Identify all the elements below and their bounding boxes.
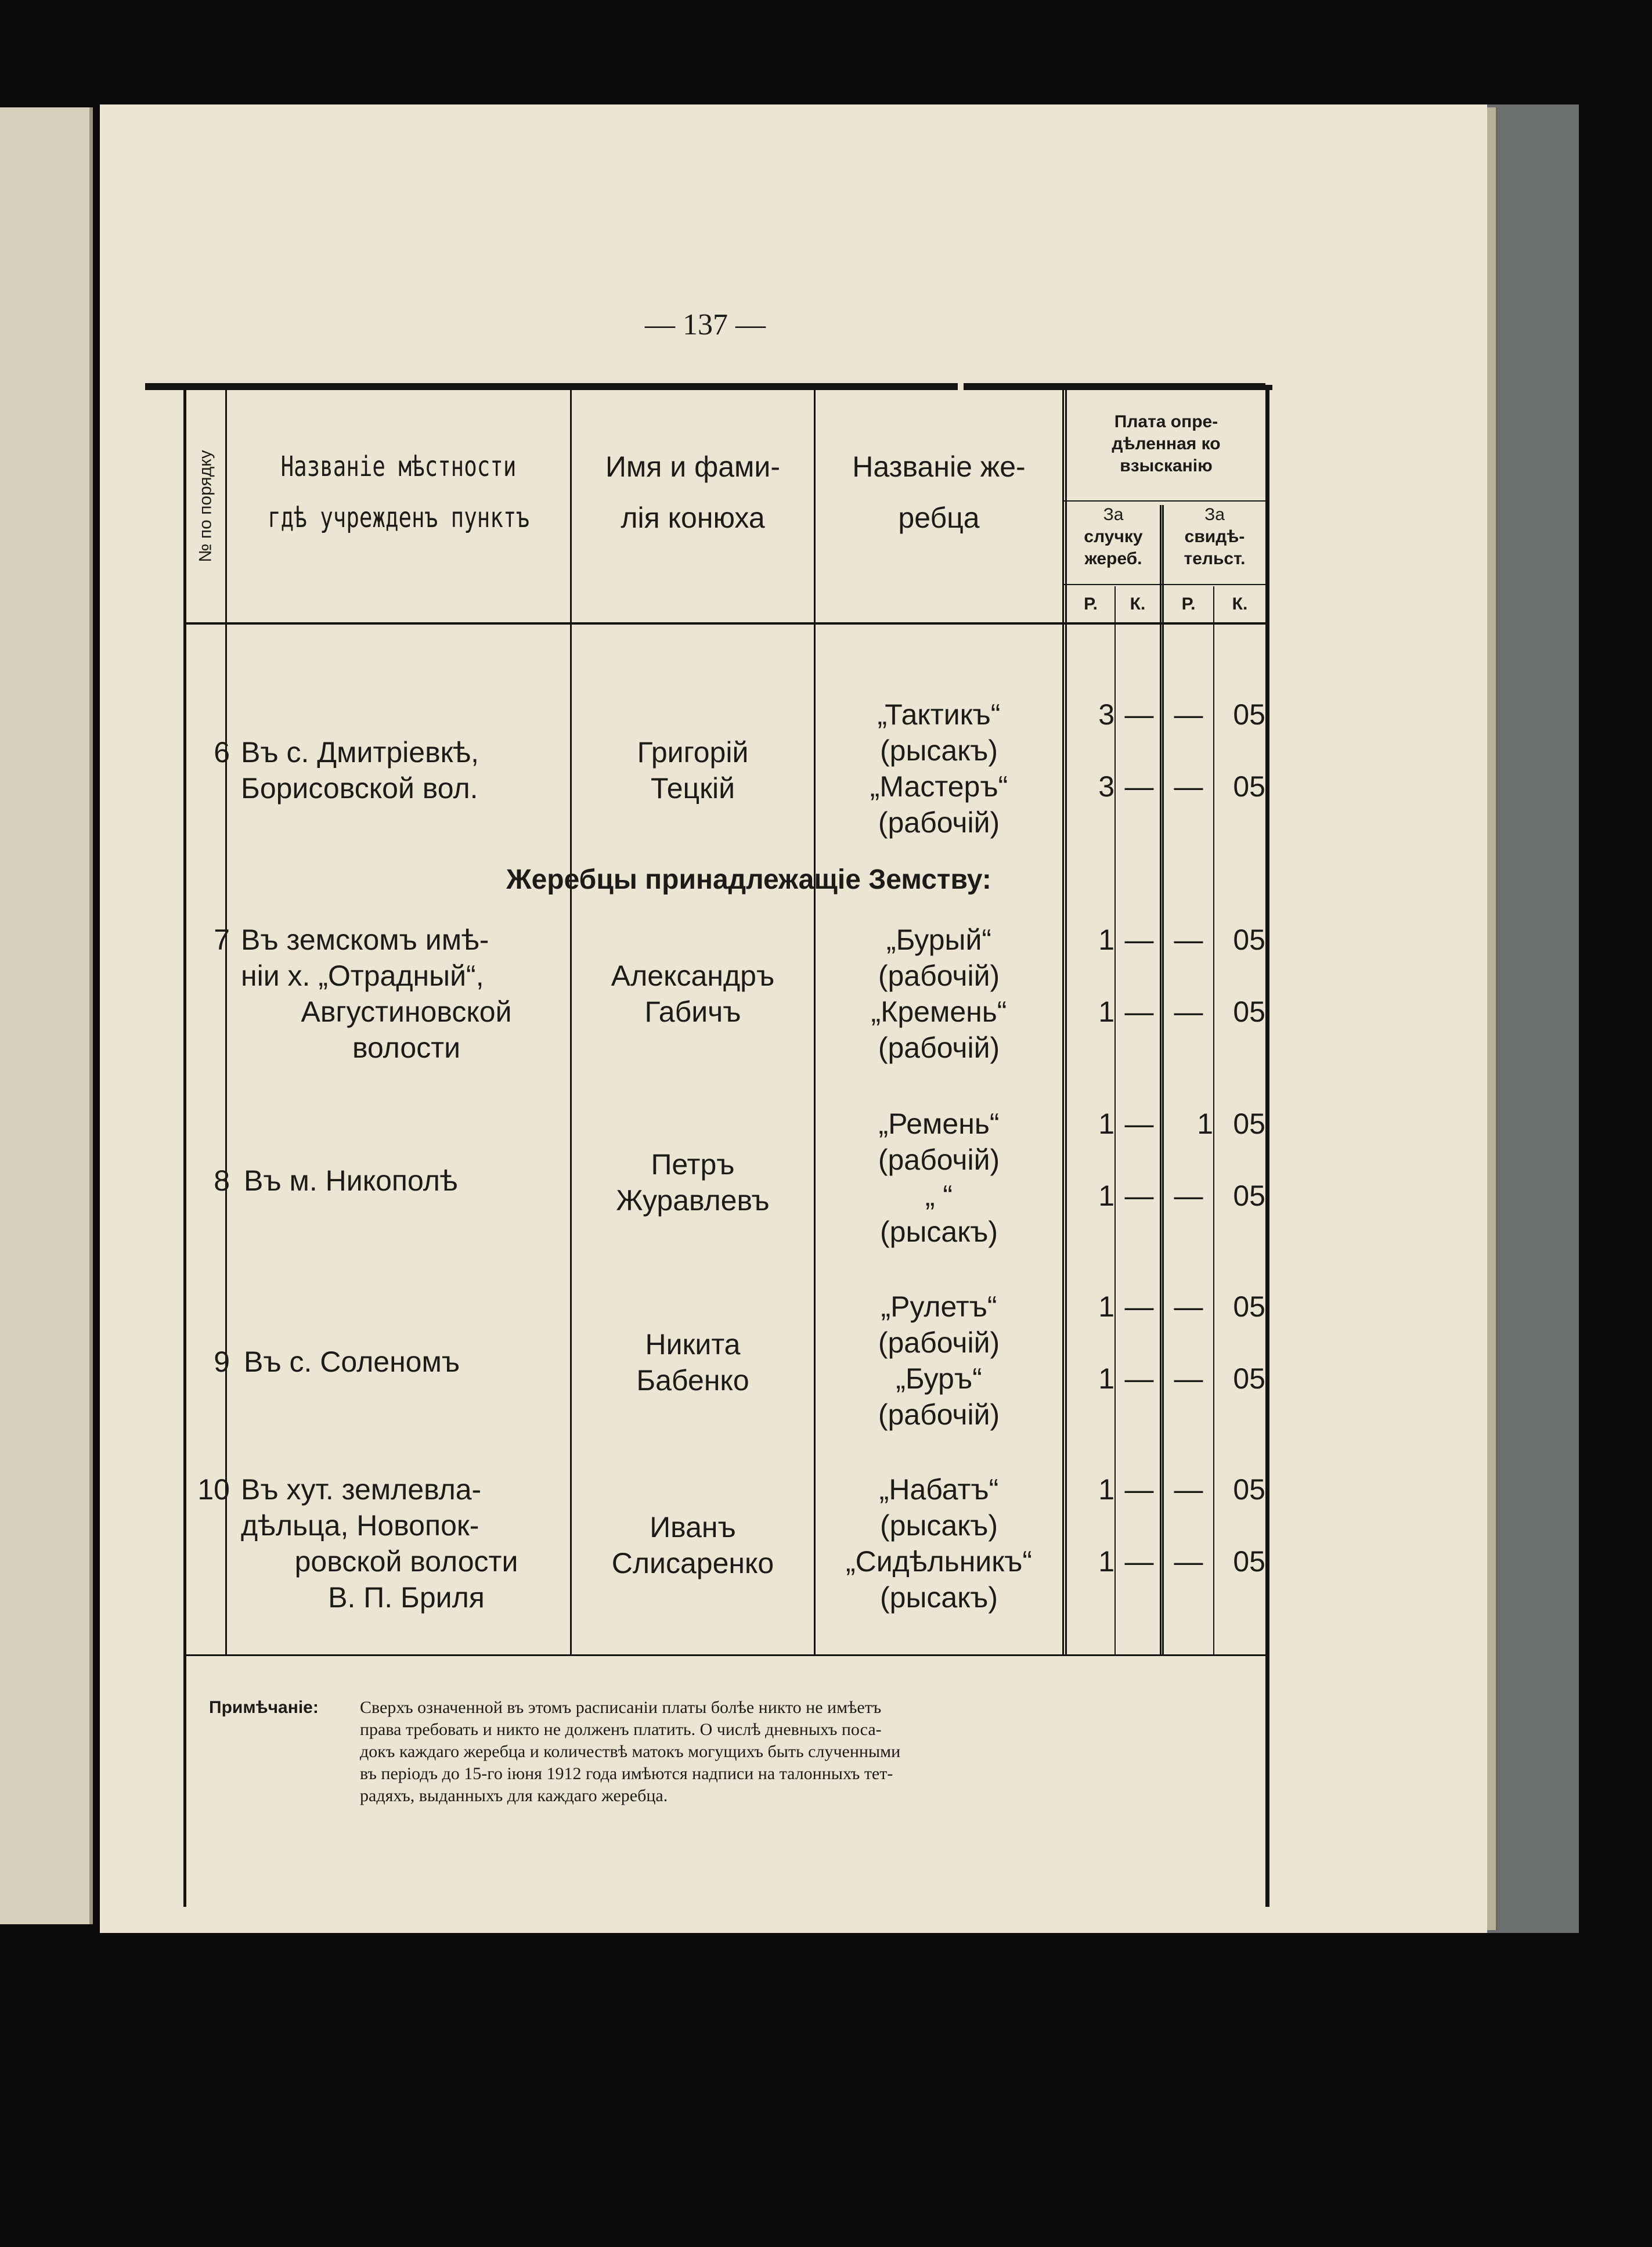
fee-k2: 05 [1233,1290,1265,1323]
stallion-name: „Набатъ“ [879,1473,999,1506]
table-right-border [1265,386,1269,1907]
header-place [227,441,570,543]
fee-k2: 05 [1233,924,1265,956]
stallion-name: „Тактикъ“ [877,698,1001,731]
fee-r1: 1 [1098,996,1114,1028]
stallion-entry [816,697,1062,841]
groom-line: Тецкій [650,772,735,805]
header-cert-line2: свидѣ- [1184,527,1245,546]
stallion-name: „Сидѣльникъ“ [845,1545,1033,1578]
row-groom [572,1146,814,1218]
row-place [241,1471,572,1615]
header-stallion-line2: ребца [898,502,980,534]
stallion-name: „Кремень“ [871,996,1007,1028]
row-number: 10 [197,1473,230,1506]
stallion-type: (рысакъ) [880,1509,998,1542]
header-rule [1064,500,1267,502]
fee-r2: 1 [1197,1108,1213,1140]
header-certificate [1164,504,1265,570]
groom-line: Бабенко [636,1364,749,1397]
fee-k1: — [1124,1180,1154,1212]
header-mating-line1: За [1103,505,1124,524]
header-cert-line1: За [1204,505,1225,524]
fee-values [1067,1471,1265,1579]
fee-r2: — [1174,1290,1203,1323]
row-place [241,922,572,1066]
fee-r1: 1 [1098,1473,1114,1506]
fee-r2: — [1174,1545,1203,1578]
fee-values [1067,1289,1265,1397]
stallion-entry [816,1289,1062,1433]
header-mating-line3: жереб. [1084,549,1142,568]
fee-values [1067,922,1265,1030]
stallion-type: (рабочій) [878,1144,1000,1176]
header-rubles-1: Р. [1084,594,1098,614]
stallion-type: (рысакъ) [880,1581,998,1614]
stallion-entry [816,1471,1062,1615]
stallion-entry [816,1106,1062,1250]
fee-r2: — [1174,1180,1203,1212]
fee-k1: — [1124,1108,1154,1140]
header-groom [572,441,814,543]
table-top-rule [145,383,958,390]
fee-r1: 1 [1098,924,1114,956]
stallion-name: „Ремень“ [878,1108,1000,1140]
place-line: ніи х. „Отрадный“, [241,960,484,992]
fee-values [1067,1106,1265,1214]
header-groom-line1: Имя и фами- [605,450,780,483]
row-number: 9 [214,1346,230,1378]
stallion-type: (рабочій) [878,960,1000,992]
footnote-line: Сверхъ означенной въ этомъ расписаніи платы болѣе никто не имѣетъ [360,1698,882,1717]
fee-k2: 05 [1233,1545,1265,1578]
stallion-type: (рысакъ) [880,1216,998,1248]
place-line: волости [352,1031,461,1064]
row-place [244,1163,569,1199]
fee-r2: — [1174,1362,1203,1395]
header-mating [1067,504,1160,570]
header-cert-line3: тельст. [1184,549,1246,568]
stallion-name: „Буръ“ [896,1362,982,1395]
fee-k1: — [1124,698,1154,731]
header-rubles-2: Р. [1181,594,1196,614]
fee-r1: 1 [1098,1545,1114,1578]
stallion-type: (рабочій) [878,1031,1000,1064]
header-order-cell [186,390,225,622]
place-line: дѣльца, Новопок- [241,1509,479,1542]
fee-k2: 05 [1233,770,1265,803]
place-line: Въ хут. землевла- [241,1473,482,1506]
stallion-name: „ “ [925,1180,953,1212]
footnote-line: въ періодъ до 15-го іюня 1912 года имѣются надписи на талонныхъ тет- [360,1764,893,1783]
header-place-line1: Названіе мѣстности [280,450,517,483]
place-line: Въ с. Дмитріевкѣ, [241,736,479,769]
header-bottom-rule [183,622,1268,625]
header-order: № по порядку [196,450,215,562]
fee-r1: 1 [1098,1180,1114,1212]
groom-line: Слисаренко [611,1547,774,1579]
fee-r2: — [1174,996,1203,1028]
fee-r1: 3 [1098,770,1114,803]
fee-k2: 05 [1233,1108,1265,1140]
fee-r1: 1 [1098,1290,1114,1323]
footnote [209,1697,1242,1807]
footnote-line: докъ каждаго жеребца и количествѣ матокъ могущихъ быть слученными [360,1742,901,1761]
column-divider [1062,386,1064,1654]
column-divider [225,386,227,1654]
fee-k2: 05 [1233,996,1265,1028]
section-title: Жеребцы принадлежащіе Земству: [506,864,991,895]
fee-k1: — [1124,1545,1154,1578]
place-line: Въ с. Соленомъ [244,1346,460,1378]
left-facing-page [0,107,93,1924]
table-top-rule [964,383,1265,390]
fee-r2: — [1174,770,1203,803]
place-line: Борисовской вол. [241,772,478,805]
fee-k1: — [1124,1362,1154,1395]
footnote-line: права требовать и никто не долженъ платить. О числѣ дневныхъ поса- [360,1720,882,1739]
stallion-name: „Рулетъ“ [881,1290,997,1323]
header-kopecks-2: К. [1232,594,1248,614]
table-bottom-rule [183,1654,1268,1656]
groom-line: Григорій [637,736,749,769]
stallion-type: (рабочій) [878,806,1000,839]
stallion-type: (рабочій) [878,1398,1000,1431]
row-number: 7 [214,924,230,956]
header-fee [1067,411,1265,477]
stallion-name: „Бурый“ [886,924,992,956]
header-rule [1064,584,1267,585]
header-kopecks-1: К. [1130,594,1146,614]
fee-r2: — [1174,1473,1203,1506]
stallion-name: „Мастеръ“ [870,770,1008,803]
stallion-type: (рысакъ) [880,734,998,767]
page-number: — 137 — [645,308,766,341]
fee-k2: 05 [1233,698,1265,731]
row-place [241,734,572,806]
row-groom [572,958,814,1030]
fee-values [1067,697,1265,805]
header-groom-line2: лія конюха [621,502,765,534]
fee-r1: 3 [1098,698,1114,731]
groom-line: Петръ [651,1148,735,1181]
groom-line: Журавлевъ [616,1184,770,1217]
fee-k2: 05 [1233,1473,1265,1506]
groom-line: Александръ [611,960,775,992]
place-line: Въ м. Никополѣ [244,1164,458,1197]
place-line: ровской волости [294,1545,518,1578]
row-place [244,1344,569,1380]
stallion-entry [816,922,1062,1066]
fee-k1: — [1124,1290,1154,1323]
fee-r2: — [1174,698,1203,731]
header-stallion [816,441,1062,543]
place-line: В. П. Бриля [328,1581,485,1614]
place-line: Августиновской [301,996,512,1028]
row-groom [572,1509,814,1581]
fee-k1: — [1124,996,1154,1028]
fee-r2: — [1174,924,1203,956]
footnote-label: Примѣчаніе: [209,1698,319,1717]
fee-r1: 1 [1098,1362,1114,1395]
header-mating-line2: случку [1084,527,1143,546]
row-number: 6 [214,736,230,769]
footnote-line: радяхъ, выданныхъ для каждаго жеребца. [360,1786,668,1805]
place-line: Въ земскомъ имѣ- [241,924,489,956]
header-fee-line2: дѣленная ко [1112,434,1221,453]
stallion-type: (рабочій) [878,1326,1000,1359]
fee-k2: 05 [1233,1362,1265,1395]
header-fee-line3: взысканію [1120,456,1213,475]
row-number: 8 [214,1164,230,1197]
header-place-line2: гдѣ учрежденъ пунктъ [268,502,529,534]
header-stallion-line1: Названіе же- [852,450,1026,483]
fee-k1: — [1124,770,1154,803]
row-groom [572,734,814,806]
fee-r1: 1 [1098,1108,1114,1140]
row-groom [572,1326,814,1398]
header-fee-line1: Плата опре- [1114,412,1218,431]
fee-k2: 05 [1233,1180,1265,1212]
fee-k1: — [1124,1473,1154,1506]
groom-line: Никита [645,1328,741,1361]
groom-line: Иванъ [650,1511,736,1543]
groom-line: Габичъ [644,996,741,1028]
fee-k1: — [1124,924,1154,956]
